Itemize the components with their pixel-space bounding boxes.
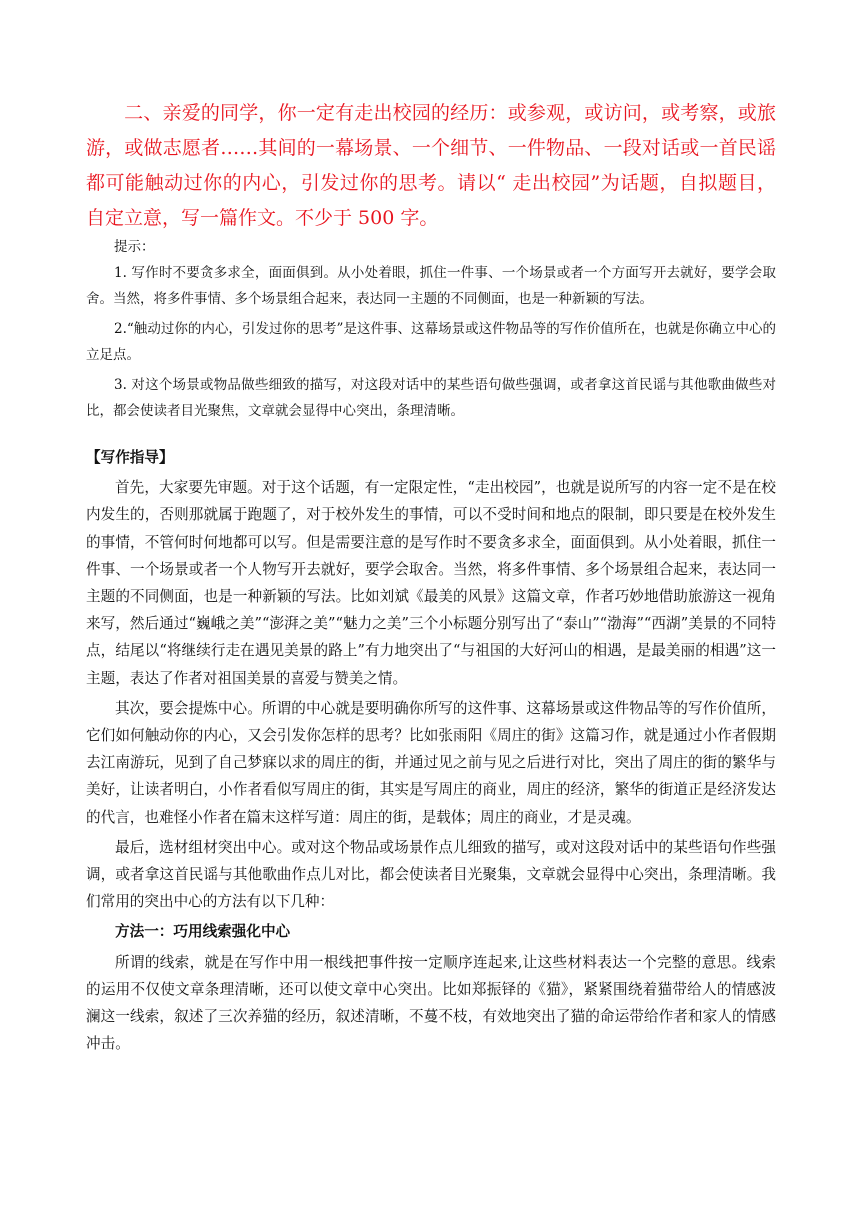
tip-item-2: 2.“触动过你的内心，引发过你的思考”是这件事、这幕场景或这件物品等的写作价值所在，也就是你确立中心的立足点。 bbox=[86, 321, 776, 363]
section-heading: 【写作指导】 bbox=[86, 449, 174, 466]
guide-paragraph-3: 最后，选材组材突出中心。或对这个物品或场景作点儿细致的描写，或对这段对话中的某些语句作些强调，或者拿这首民谣与其他歌曲作点儿对比，都会使读者目光聚集，文章就会显得中心突出，条理清晰。我们常用的突出中心的方法有以下几种： bbox=[86, 838, 776, 911]
essay-prompt-text: 二、亲爱的同学，你一定有走出校园的经历：或参观，或访问，或考察，或旅游，或做志愿者……其间的一幕场景、一个细节、一件物品、一段对话或一首民谣都可能触动过你的内心，引发过你的思考。请以“ 走出校园”为话题，自拟题目，自定立意，写一篇作文。不少于 500 字。 bbox=[86, 102, 776, 229]
method-title: 方法一：巧用线索强化中心 bbox=[115, 923, 291, 941]
tips-label: 提示： bbox=[114, 239, 155, 255]
guide-paragraph-1: 首先，大家要先审题。对于这个话题，有一定限定性，“走出校园”，也就是说所写的内容一定不是在校内发生的，否则那就属于跑题了，对于校外发生的事情，可以不受时间和地点的限制，即只要是在校外发生的事情，不管何时何地都可以写。但是需要注意的是写作时不要贪多求全，面面俱到。从小处着眼，抓住一件事、一个场景或者一个人物写开去就好，要学会取舍。当然，将多件事情、多个场景组合起来，表达同一主题的不同侧面，也是一种新颖的写法。比如刘斌《最美的风景》这篇文章，作者巧妙地借助旅游这一视角来写，然后通过“巍峨之美”“澎湃之美”“魅力之美”三个小标题分别写出了“泰山”“渤海”“西湖”美景的不同特点，结尾以“将继续行走在遇见美景的路上”有力地突出了“与祖国的大好河山的相遇，是最美丽的相遇”这一主题，表达了作者对祖国美景的喜爱与赞美之情。 bbox=[86, 479, 776, 687]
essay-prompt bbox=[86, 96, 776, 236]
guide-paragraph-2: 其次，要会提炼中心。所谓的中心就是要明确你所写的这件事、这幕场景或这件物品等的写作价值所，它们如何触动你的内心，又会引发你怎样的思考？比如张雨阳《周庄的街》这篇习作，就是通过小作者假期去江南游玩，见到了自己梦寐以求的周庄的街，并通过见之前与见之后进行对比，突出了周庄的街的繁华与美好，让读者明白，小作者看似写周庄的街，其实是写周庄的商业，周庄的经济，繁华的街道正是经济发达的代言，也难怪小作者在篇末这样写道：周庄的街，是载体；周庄的商业，才是灵魂。 bbox=[86, 699, 776, 826]
tips-section bbox=[86, 234, 776, 428]
tip-item-3: 3. 对这个场景或物品做些细致的描写，对这段对话中的某些语句做些强调，或者拿这首民谣与其他歌曲做些对比，都会使读者目光聚焦，文章就会显得中心突出，条理清晰。 bbox=[86, 377, 776, 419]
method-paragraph: 所谓的线索，就是在写作中用一根线把事件按一定顺序连起来,让这些材料表达一个完整的意思。线索的运用不仅使文章条理清晰，还可以使文章中心突出。比如郑振铎的《猫》，紧紧围绕着猫带给人的情感波澜这一线索，叙述了三次养猫的经历，叙述清晰，不蔓不枝，有效地突出了猫的命运带给作者和家人的情感冲击。 bbox=[86, 953, 776, 1053]
tip-item-1: 1. 写作时不要贪多求全，面面俱到。从小处着眼，抓住一件事、一个场景或者一个方面写开去就好，要学会取舍。当然，将多件事情、多个场景组合起来，表达同一主题的不同侧面，也是一种新颖的写法。 bbox=[86, 265, 776, 307]
writing-guide-section bbox=[86, 444, 776, 1060]
